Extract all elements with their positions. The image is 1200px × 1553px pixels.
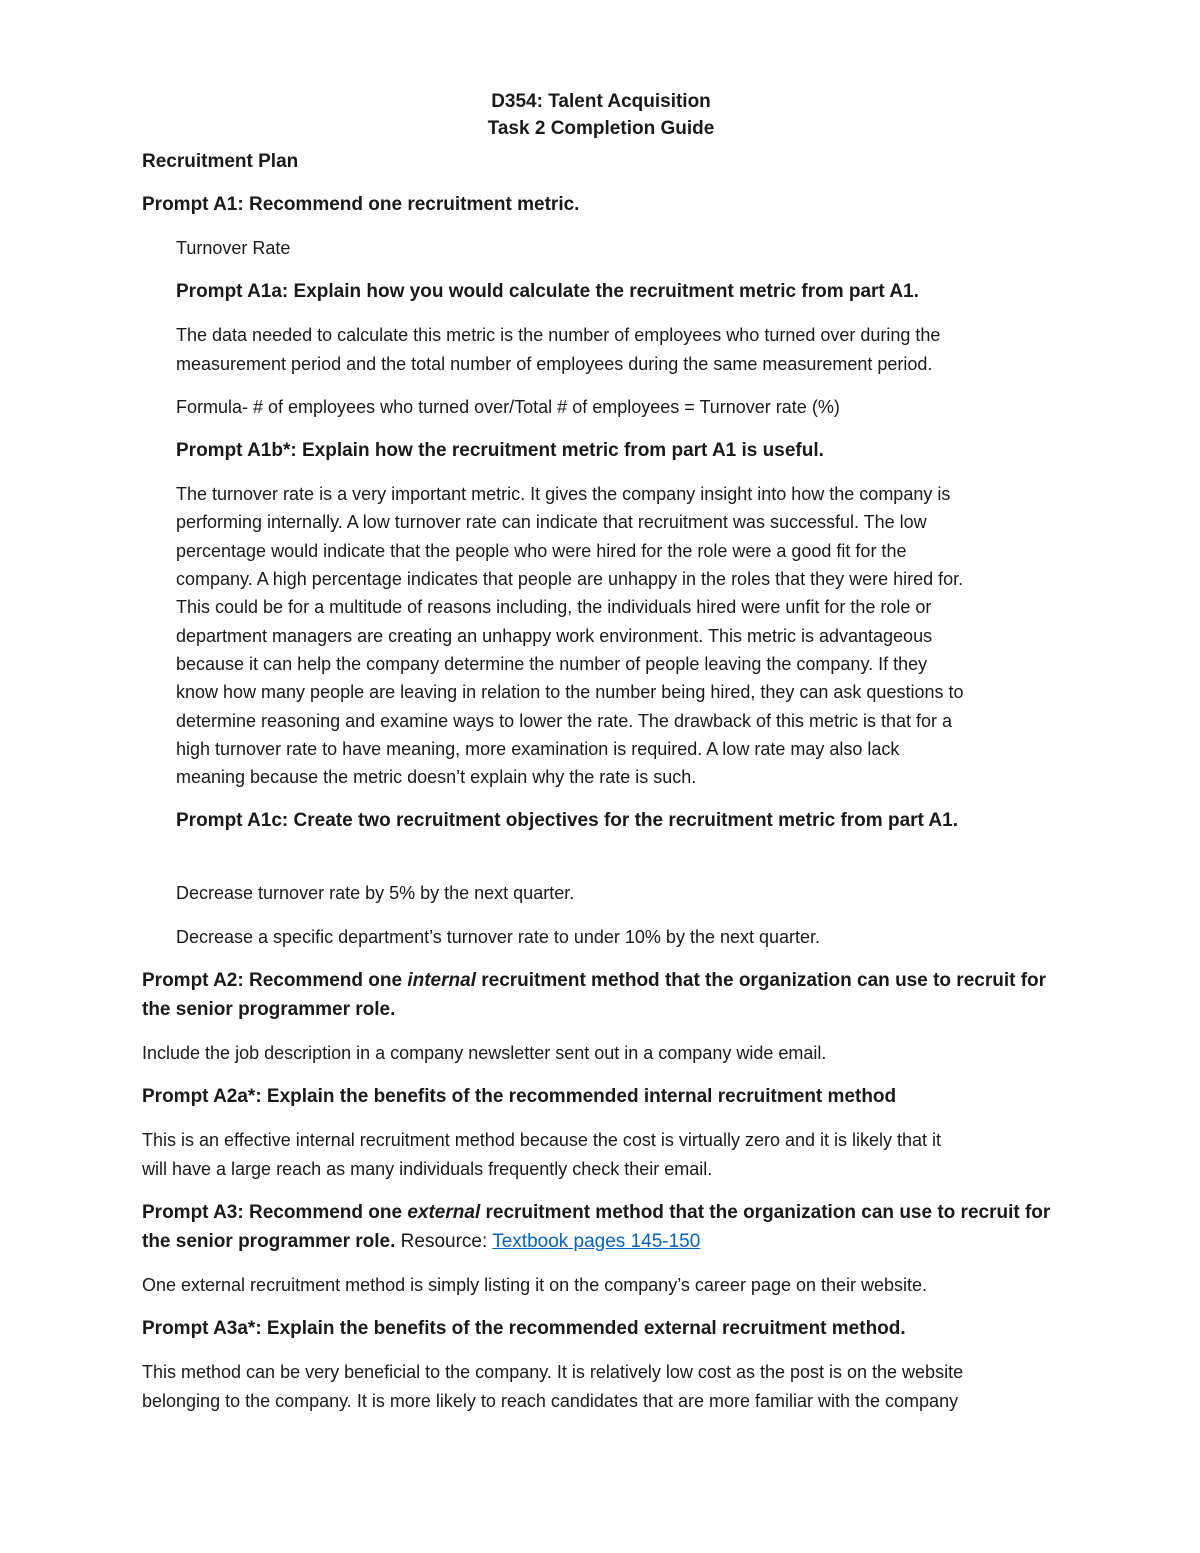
document-title-line1: D354: Talent Acquisition xyxy=(491,91,711,112)
answer-a1a-line: The data needed to calculate this metric is the number of employees who turned over during the xyxy=(176,325,941,346)
answer-a1: Turnover Rate xyxy=(176,238,291,258)
answer-a1b-line: The turnover rate is a very important metric. It gives the company insight into how the company is xyxy=(176,484,951,505)
answer-a3a-line: belonging to the company. It is more likely to reach candidates that are more familiar with the company xyxy=(142,1390,959,1411)
prompt-a1a: Prompt A1a: Explain how you would calculate the recruitment metric from part A1. xyxy=(176,281,919,303)
answer-a1b-line: company. A high percentage indicates that people are unhappy in the roles that they were hired for. xyxy=(176,569,964,590)
answer-a2: Include the job description in a company newsletter sent out in a company wide email. xyxy=(142,1043,827,1064)
section-heading: Recruitment Plan xyxy=(142,151,299,172)
answer-a1b-line: high turnover rate to have meaning, more examination is required. A low rate may also lack xyxy=(176,738,900,759)
answer-a3a-line: This method can be very beneficial to the company. It is relatively low cost as the post is on the website xyxy=(142,1362,964,1383)
answer-a1b-line: know how many people are leaving in relation to the number being hired, they can ask questions to xyxy=(176,682,964,703)
prompt-a3a: Prompt A3a*: Explain the benefits of the recommended external recruitment method. xyxy=(142,1318,906,1340)
resource-label: Resource: xyxy=(395,1230,493,1252)
answer-a1b xyxy=(142,480,1060,791)
answer-a1b-line: because it can help the company determine the number of people leaving the company. If they xyxy=(176,653,928,674)
answer-a2a-line: This is an effective internal recruitment method because the cost is virtually zero and it is likely that it xyxy=(142,1130,942,1151)
prompt-a2 xyxy=(142,966,1060,1024)
answer-a1b-line: This could be for a multitude of reasons including, the individuals hired were unfit for the role or xyxy=(176,597,932,618)
answer-a1b-line: department managers are creating an unhappy work environment. This metric is advantageous xyxy=(176,625,933,646)
answer-a1b-line: performing internally. A low turnover rate can indicate that recruitment was successful. The low xyxy=(176,512,927,533)
prompt-a1b: Prompt A1b*: Explain how the recruitment metric from part A1 is useful. xyxy=(176,440,824,462)
objective-2: Decrease a specific department’s turnover rate to under 10% by the next quarter. xyxy=(176,926,821,947)
prompt-a3-line2: the senior programmer role. xyxy=(142,1230,396,1252)
textbook-link[interactable]: Textbook pages 145-150 xyxy=(492,1230,701,1252)
answer-a2a-line: will have a large reach as many individuals frequently check their email. xyxy=(142,1158,713,1179)
objective-1: Decrease turnover rate by 5% by the next quarter. xyxy=(176,883,575,904)
answer-a1b-line: meaning because the metric doesn’t explain why the rate is such. xyxy=(176,767,697,788)
prompt-a2-line2: the senior programmer role. xyxy=(142,999,396,1021)
answer-a1b-line: determine reasoning and examine ways to lower the rate. The drawback of this metric is that for a xyxy=(176,710,953,731)
prompt-a1: Prompt A1: Recommend one recruitment metric. xyxy=(142,194,580,215)
prompt-a3-emphasis: external xyxy=(407,1201,481,1223)
answer-a1a xyxy=(142,321,1060,378)
prompt-a3-rest: recruitment method that the organization can use to recruit for xyxy=(480,1201,1051,1223)
prompt-a2-start: Prompt A2: Recommend one xyxy=(142,970,408,992)
prompt-a3 xyxy=(142,1198,1060,1256)
prompt-a2-rest: recruitment method that the organization can use to recruit for xyxy=(475,970,1047,992)
answer-a1b-line: percentage would indicate that the people who were hired for the role were a good fit for the xyxy=(176,540,907,561)
prompt-a2a: Prompt A2a*: Explain the benefits of the recommended internal recruitment method xyxy=(142,1086,897,1108)
prompt-a2-emphasis: internal xyxy=(407,970,476,992)
formula-a1a: Formula- # of employees who turned over/Total # of employees = Turnover rate (%) xyxy=(176,396,840,417)
answer-a1a-line: measurement period and the total number of employees during the same measurement period. xyxy=(176,353,933,374)
answer-a3: One external recruitment method is simply listing it on the company’s career page on their website. xyxy=(142,1274,928,1295)
prompt-a1c: Prompt A1c: Create two recruitment objectives for the recruitment metric from part A1. xyxy=(176,810,958,832)
prompt-a3-start: Prompt A3: Recommend one xyxy=(142,1201,408,1223)
document-title-line2: Task 2 Completion Guide xyxy=(487,118,715,139)
